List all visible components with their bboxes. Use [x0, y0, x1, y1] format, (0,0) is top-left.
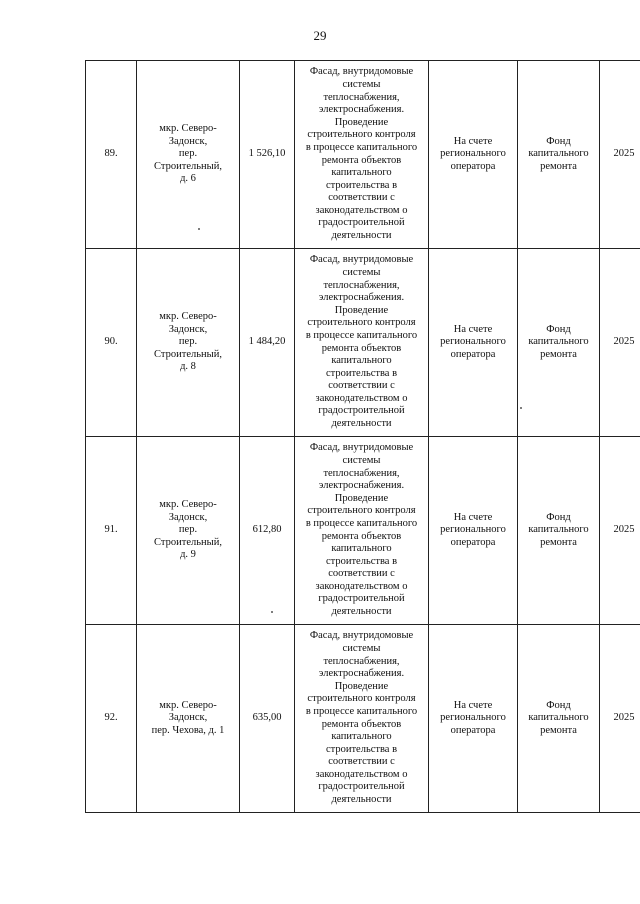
scan-speck	[520, 407, 522, 409]
year-cell: 2025	[600, 61, 640, 249]
address-cell: мкр. Северо- Задонск, пер. Строительный, д. 6	[137, 61, 240, 249]
works-cell: Фасад, внутридомовые системы теплоснабжения, электроснабжения. Проведение строительного контроля в процессе капитального ремонта объектов капитального строительства в соответствии с законодательством о градостроительной деятельности	[295, 437, 429, 625]
works-cell: Фасад, внутридомовые системы теплоснабжения, электроснабжения. Проведение строительного контроля в процессе капитального ремонта объектов капитального строительства в соответствии с законодательством о градостроительной деятельности	[295, 625, 429, 813]
scan-speck	[198, 228, 200, 230]
area-cell: 635,00	[240, 625, 295, 813]
account-cell: На счете регионального оператора	[429, 249, 518, 437]
year-cell: 2025	[600, 625, 640, 813]
area-cell: 612,80	[240, 437, 295, 625]
year-cell: 2025	[600, 437, 640, 625]
funding-source-cell: Фонд капитального ремонта	[518, 61, 600, 249]
funding-source-cell: Фонд капитального ремонта	[518, 437, 600, 625]
address-cell: мкр. Северо- Задонск, пер. Строительный, д. 8	[137, 249, 240, 437]
address-cell: мкр. Северо- Задонск, пер. Строительный, д. 9	[137, 437, 240, 625]
account-cell: На счете регионального оператора	[429, 437, 518, 625]
table-row	[86, 61, 640, 249]
row-number: 90.	[86, 249, 137, 437]
account-cell: На счете регионального оператора	[429, 625, 518, 813]
table-row	[86, 625, 640, 813]
scan-speck	[271, 611, 273, 613]
account-cell: На счете регионального оператора	[429, 61, 518, 249]
row-number: 92.	[86, 625, 137, 813]
repair-schedule-table	[85, 60, 640, 813]
funding-source-cell: Фонд капитального ремонта	[518, 625, 600, 813]
table-row	[86, 437, 640, 625]
area-cell: 1 526,10	[240, 61, 295, 249]
works-cell: Фасад, внутридомовые системы теплоснабжения, электроснабжения. Проведение строительного контроля в процессе капитального ремонта объектов капитального строительства в соответствии с законодательством о градостроительной деятельности	[295, 61, 429, 249]
works-cell: Фасад, внутридомовые системы теплоснабжения, электроснабжения. Проведение строительного контроля в процессе капитального ремонта объектов капитального строительства в соответствии с законодательством о градостроительной деятельности	[295, 249, 429, 437]
table-row	[86, 249, 640, 437]
address-cell: мкр. Северо- Задонск, пер. Чехова, д. 1	[137, 625, 240, 813]
row-number: 89.	[86, 61, 137, 249]
page-number: 29	[313, 28, 327, 43]
funding-source-cell: Фонд капитального ремонта	[518, 249, 600, 437]
area-cell: 1 484,20	[240, 249, 295, 437]
row-number: 91.	[86, 437, 137, 625]
year-cell: 2025	[600, 249, 640, 437]
